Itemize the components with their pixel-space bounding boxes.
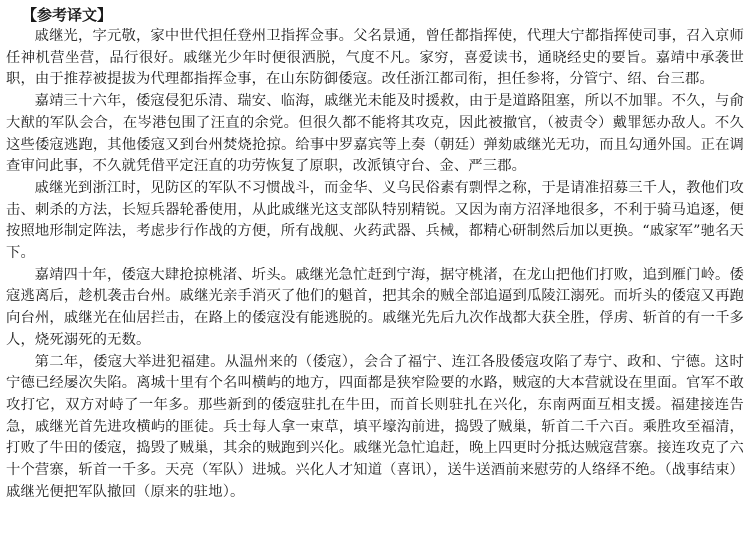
paragraph-3: 戚继光到浙江时，见防区的军队不习惯战斗，而金华、义乌民俗素有剽悍之称，于是请准招募三千人，教他们攻击、刺杀的方法，长短兵器轮番使用，从此戚继光这支部队特别精锐。又因为南方沼泽地很多，不利于骑马追逐，便按照地形制定阵法，考虑步行作战的方便，所有战舰、火药武器、兵械，都精心研制然后加以更换。“戚家军”驰名天下。 (6, 179, 744, 262)
paragraph-2: 嘉靖三十六年，倭寇侵犯乐清、瑞安、临海，戚继光未能及时援救，由于是道路阻塞，所以不加罪。不久，与俞大猷的军队会合，在岑港包围了汪直的余党。但很久都不能将其攻克，因此被撤官，（被责令）戴罪惩办敌人。不久这些倭寇逃跑，其他倭寇又到台州焚烧抢掠。给事中罗嘉宾等上奏（朝廷）弹劾戚继光无功，而且勾通外国。正在调查审问此事，不久就凭借平定汪直的功劳恢复了原职，改派镇守台、金、严三郡。 (6, 93, 744, 175)
translation-page (6, 4, 744, 531)
paragraph-4: 嘉靖四十年，倭寇大肆抢掠桃渚、圻头。戚继光急忙赶到宁海，据守桃渚，在龙山把他们打败，追到雁门岭。倭寇逃离后，趁机袭击台州。戚继光亲手消灭了他们的魁首，把其余的贼全部追逼到瓜陵江溺死。而圻头的倭寇又再跑向台州，戚继光在仙居拦击，在路上的倭寇没有能逃脱的。戚继光先后九次作战都大获全胜，俘虏、斩首的有一千多人，烧死溺死的无数。 (6, 266, 744, 348)
paragraph-1: 戚继光，字元敬，家中世代担任登州卫指挥佥事。父名景通，曾任都指挥使，代理大宁都指挥使司事，召入京师任神机营坐营，品行很好。戚继光少年时便很洒脱，气度不凡。家穷，喜爱读书，通晓经史的要旨。嘉靖中承袭世职，由于推荐被提拔为代理都指挥佥事，在山东防御倭寇。改任浙江都司衔，担任参将，分管宁、绍、台三郡。 (6, 28, 744, 88)
section-heading: 【参考译文】 (22, 6, 113, 24)
paragraph-5: 第二年，倭寇大举进犯福建。从温州来的（倭寇），会合了福宁、连江各股倭寇攻陷了寿宁、政和、宁德。这时宁德已经屡次失陷。离城十里有个名叫横屿的地方，四面都是狭窄险要的水路，贼寇的大本营就设在里面。官军不敢攻打它，双方对峙了一年多。那些新到的倭寇驻扎在牛田，而首长则驻扎在兴化，东南两面互相支援。福建接连告急，戚继光首先进攻横屿的匪徒。兵士每人拿一束草，填平壕沟前进，捣毁了贼巢，斩首二千六百。乘胜攻至福清，打败了牛田的倭寇，捣毁了贼巢，其余的贼跑到兴化。戚继光急忙追赶，晚上四更时分抵达贼寇营寨。接连攻克了六十个营寨，斩首一千多。天亮（军队）进城。兴化人才知道（喜讯），送牛送酒前来慰劳的人络绎不绝。（战事结束）戚继光便把军队撤回（原来的驻地）。 (6, 353, 744, 500)
